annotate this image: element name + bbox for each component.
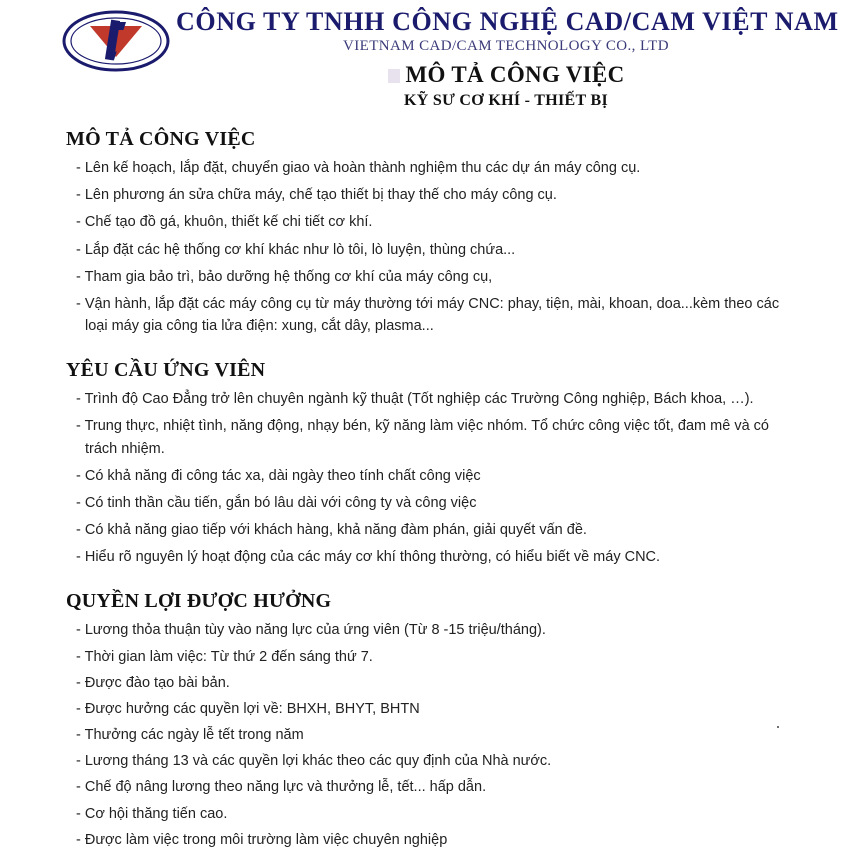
- section-benefits: [0, 590, 851, 851]
- title-marker-icon: [388, 69, 400, 83]
- page-title-text: MÔ TẢ CÔNG VIỆC: [405, 61, 625, 87]
- section-job-description: [0, 128, 851, 337]
- bullet-list: [0, 619, 851, 851]
- document-header: [0, 0, 851, 108]
- list-item: - Trung thực, nhiệt tình, năng động, nhạy bén, kỹ năng làm việc nhóm. Tổ chức công việc tốt, đam mê và có trách nhiệm.: [76, 418, 769, 457]
- company-logo: [62, 10, 170, 72]
- list-item: - Thời gian làm việc: Từ thứ 2 đến sáng thứ 7.: [76, 648, 373, 665]
- list-item: - Tham gia bảo trì, bảo dưỡng hệ thống cơ khí của máy công cụ,: [76, 268, 493, 285]
- list-item: - Trình độ Cao Đẳng trở lên chuyên ngành kỹ thuật (Tốt nghiệp các Trường Công nghiệp, Bách khoa, …).: [76, 391, 754, 408]
- list-item: - Được làm việc trong môi trường làm việc chuyên nghiệp: [76, 831, 448, 848]
- page-subtitle: KỸ SƯ CƠ KHÍ - THIẾT BỊ: [404, 91, 608, 109]
- section-title: MÔ TẢ CÔNG VIỆC: [66, 128, 256, 150]
- list-item: - Chế độ nâng lương theo năng lực và thưởng lễ, tết... hấp dẫn.: [76, 779, 487, 796]
- list-item: - Cơ hội thăng tiến cao.: [76, 805, 228, 822]
- bullet-list: [0, 157, 851, 337]
- list-item: - Hiểu rõ nguyên lý hoạt động của các máy cơ khí thông thường, có hiểu biết về máy CNC.: [76, 549, 661, 566]
- section-title: YÊU CẦU ỨNG VIÊN: [66, 359, 266, 382]
- list-item: - Thưởng các ngày lễ tết trong năm: [76, 727, 304, 744]
- company-title-block: [176, 7, 839, 110]
- bullet-list: [0, 388, 851, 568]
- list-item: - Có khả năng giao tiếp với khách hàng, khả năng đàm phán, giải quyết vấn đề.: [76, 522, 587, 539]
- page-title: [176, 62, 836, 88]
- list-item: - Lên kế hoạch, lắp đặt, chuyển giao và hoàn thành nghiệm thu các dự án máy công cụ.: [76, 160, 641, 176]
- company-name-en: VIETNAM CAD/CAM TECHNOLOGY CO., LTD: [343, 37, 669, 54]
- list-item: - Lương thỏa thuận tùy vào năng lực của ứng viên (Từ 8 -15 triệu/tháng).: [76, 622, 546, 639]
- company-name-vi: CÔNG TY TNHH CÔNG NGHỆ CAD/CAM VIỆT NAM: [176, 7, 839, 36]
- list-item: - Có khả năng đi công tác xa, dài ngày theo tính chất công việc: [76, 467, 481, 484]
- list-item: - Chế tạo đồ gá, khuôn, thiết kế chi tiết cơ khí.: [76, 214, 373, 231]
- document-body: [0, 108, 851, 851]
- list-item: - Lương tháng 13 và các quyền lợi khác theo các quy định của Nhà nước.: [76, 753, 552, 770]
- list-item: - Lên phương án sửa chữa máy, chế tạo thiết bị thay thế cho máy công cụ.: [76, 187, 557, 204]
- list-item: - Vận hành, lắp đặt các máy công cụ từ máy thường tới máy CNC: phay, tiện, mài, khoan, doa...kèm theo các loại máy gia công tia lửa điện: xung, cắt dây, plasma...: [76, 295, 780, 335]
- list-item: - Được đào tạo bài bản.: [76, 674, 230, 691]
- list-item: - Lắp đặt các hệ thống cơ khí khác như lò tôi, lò luyện, thùng chứa...: [76, 241, 516, 258]
- section-candidate-requirements: [0, 359, 851, 568]
- list-item: - Được hưởng các quyền lợi về: BHXH, BHYT, BHTN: [76, 700, 420, 717]
- stray-mark: [777, 726, 779, 728]
- section-title: QUYỀN LỢI ĐƯỢC HƯỞNG: [66, 590, 332, 613]
- list-item: - Có tinh thần cầu tiến, gắn bó lâu dài với công ty và công việc: [76, 494, 477, 511]
